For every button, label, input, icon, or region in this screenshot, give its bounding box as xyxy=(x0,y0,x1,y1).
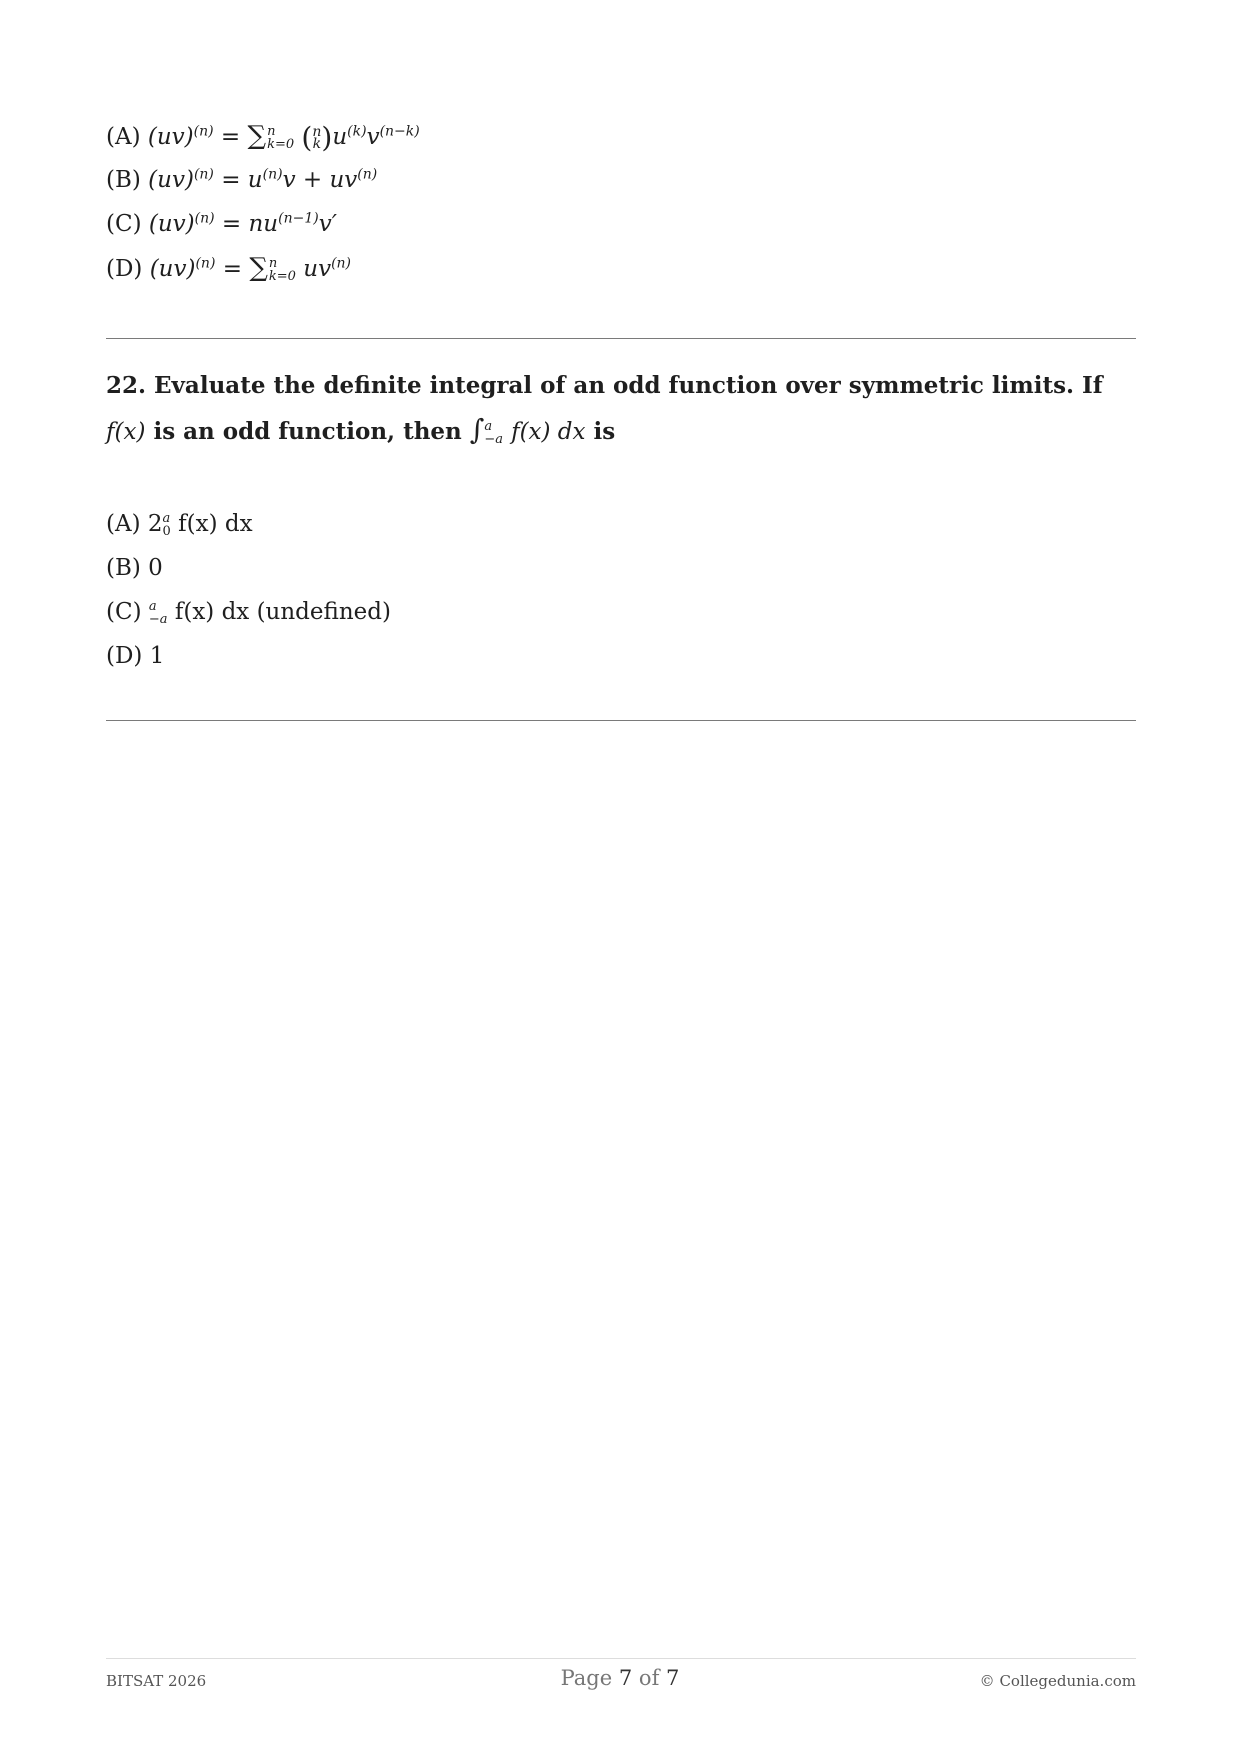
prev-question-options xyxy=(106,114,420,290)
footer-divider xyxy=(106,1658,1136,1659)
question-text-3: is xyxy=(593,418,616,445)
option-label: (D) xyxy=(106,256,143,282)
page-total: 7 xyxy=(666,1666,680,1690)
option-label: (B) xyxy=(106,555,141,581)
math-sup: (n) xyxy=(195,255,216,272)
sum-symbol: ∑ xyxy=(249,253,268,283)
sum-limits xyxy=(267,125,294,151)
option-b xyxy=(106,546,391,590)
integral-symbol: ∫ xyxy=(469,413,485,446)
math-sup: (n−1) xyxy=(278,210,319,227)
integral-limits xyxy=(163,512,171,538)
math-sup: (n) xyxy=(331,255,352,272)
math-term: u xyxy=(247,167,263,193)
equals-sign: = xyxy=(221,167,241,193)
option-text: f(x) dx (undefined) xyxy=(174,599,391,625)
sum-upper: n xyxy=(268,256,278,271)
math-sup: (n) xyxy=(193,166,214,183)
binom-top: n xyxy=(312,124,322,140)
option-a: (A) (uv)$^{(n)}$ = ∑ n k=0 ( n k )$u^{(k)}v^{(n-k)}$ xyxy=(106,121,420,154)
math-fx: f(x) xyxy=(106,419,146,445)
option-label: (B) xyxy=(106,167,141,193)
math-lhs: (uv) xyxy=(148,211,195,237)
integral-lower: −a xyxy=(484,432,504,447)
option-a xyxy=(106,502,391,546)
page-current: 7 xyxy=(618,1666,633,1690)
math-lhs: (uv) xyxy=(147,124,194,150)
sum-lower: k=0 xyxy=(268,269,296,284)
integral-limits xyxy=(484,420,503,446)
page-prefix: Page xyxy=(560,1666,613,1690)
option-c xyxy=(106,202,420,246)
math-lhs: (uv) xyxy=(149,256,196,282)
math-sup: (k) xyxy=(347,123,367,140)
option-label: (D) xyxy=(106,643,143,669)
limit-lower: 0 xyxy=(162,524,171,539)
sum-symbol: ∑ xyxy=(247,121,267,151)
page-of: of xyxy=(638,1666,660,1690)
footer-exam-name: BITSAT 2026 xyxy=(106,1672,207,1690)
math-term: uv xyxy=(329,167,358,193)
limit-lower: −a xyxy=(148,612,168,627)
option-text: 0 xyxy=(148,555,163,581)
equals-sign: = xyxy=(220,124,241,150)
section-divider xyxy=(106,338,1136,339)
math-v: v xyxy=(366,124,380,150)
limit-upper: a xyxy=(148,599,157,614)
option-d xyxy=(106,246,420,290)
option-text: f(x) dx xyxy=(178,511,253,537)
question-22-options xyxy=(106,502,391,678)
math-term: uv xyxy=(303,256,332,282)
question-number: 22. xyxy=(106,372,147,399)
option-b xyxy=(106,158,420,202)
option-text: 1 xyxy=(149,643,165,669)
binom-bottom: k xyxy=(312,136,322,152)
equals-sign: = xyxy=(222,256,243,282)
math-sup: (n) xyxy=(262,166,283,183)
math-sup: (n) xyxy=(193,123,214,140)
section-divider xyxy=(106,720,1136,721)
math-term: v′ xyxy=(318,211,337,237)
math-sup: (n) xyxy=(357,166,378,183)
integrand: f(x) dx xyxy=(511,419,586,445)
option-label: (A) xyxy=(106,124,141,150)
equals-sign: = xyxy=(221,211,242,237)
question-text-2: is an odd function, then xyxy=(153,418,462,445)
sum-upper: n xyxy=(267,124,276,139)
math-sup: (n) xyxy=(194,210,215,227)
limit-upper: a xyxy=(162,511,171,526)
option-prefix: 2 xyxy=(147,511,163,537)
footer-copyright: © Collegedunia.com xyxy=(979,1672,1136,1690)
sum-lower: k=0 xyxy=(267,137,295,152)
option-label: (C) xyxy=(106,211,142,237)
question-text-1: Evaluate the definite integral of an odd function over symmetric limits. If xyxy=(154,372,1103,399)
option-c xyxy=(106,590,391,634)
option-label: (C) xyxy=(106,599,142,625)
option-d xyxy=(106,634,391,678)
math-term: nu xyxy=(248,211,279,237)
math-lhs: (uv) xyxy=(148,167,194,193)
integral-upper: a xyxy=(484,419,493,434)
math-sup: (n−k) xyxy=(379,123,420,140)
math-u: u xyxy=(332,124,348,150)
integral-limits xyxy=(149,600,168,626)
plus-sign: + xyxy=(302,167,323,193)
math-term: v xyxy=(282,167,296,193)
option-label: (A) xyxy=(106,511,141,537)
question-22 xyxy=(106,364,1136,454)
sum-limits xyxy=(269,257,296,283)
